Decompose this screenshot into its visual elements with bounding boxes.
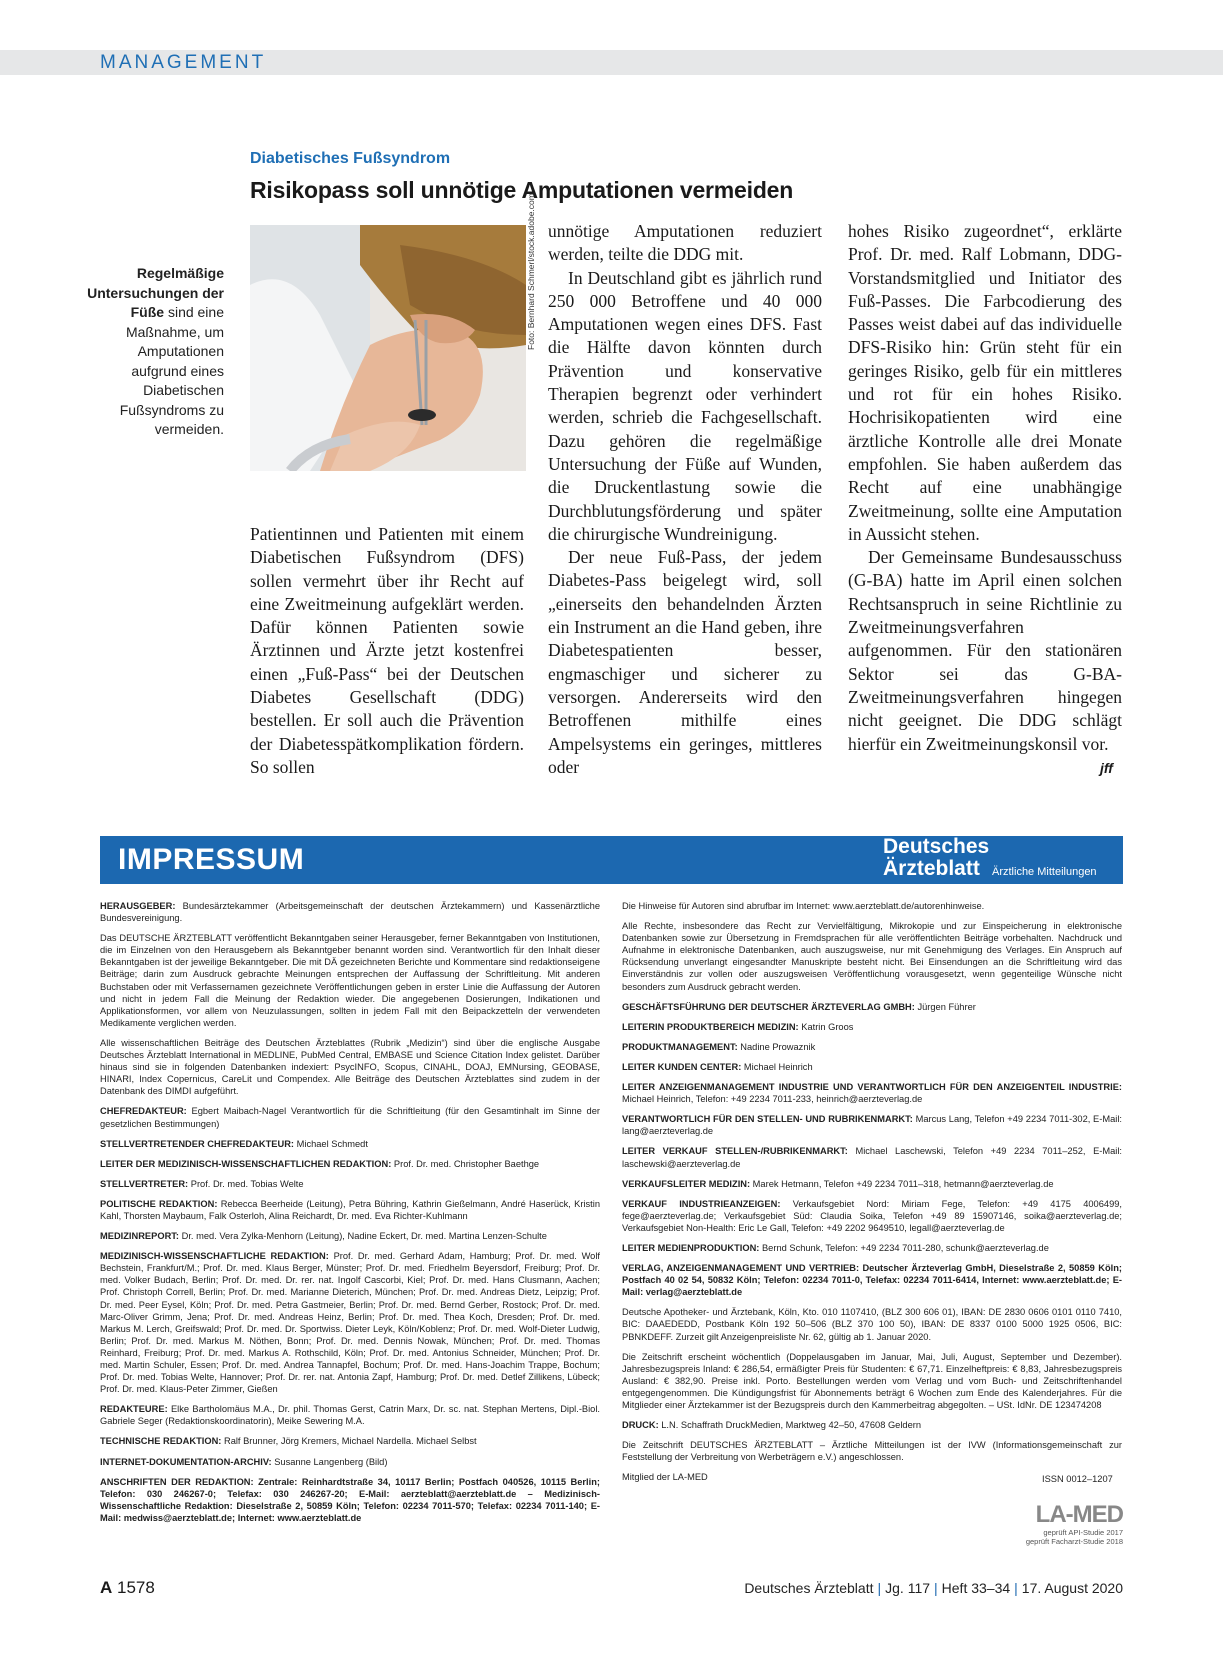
impressum-entry <box>100 1250 600 1395</box>
impressum-text: Die Zeitschrift erscheint wöchentlich (Doppelausgaben im Januar, Mai, Juli, August, September und Dezember). Jahresbezugspreis Inland: € 286,54, ermäßigter Preis für Studenten: € 67,71. Einzelheftpreis: € 8,83, Jahresbezugspreis Ausland: € 382,90. Preise inkl. Porto. Bestellungen werden vom Verlag und vom Buch- und Zeitschriftenhandel entgegengenommen. Die Kündigungsfrist für Abonnements beträgt 6 Wochen zum Ende des Kalenderjahres. Für die Mitglieder einer Ärztekammer ist der Bezugspreis durch den Kammerbeitrag abgegolten. – USt. IdNr. DE 123474208 <box>622 1351 1122 1410</box>
impressum-text: Michael Schmedt <box>294 1138 368 1149</box>
impressum-entry <box>100 1037 600 1097</box>
footer-volume: Jg. 117 <box>885 1580 931 1596</box>
impressum-entry <box>622 1113 1122 1137</box>
journal-logo-line1: Deutsches <box>883 835 990 858</box>
impressum-label: REDAKTEURE: <box>100 1404 168 1415</box>
article-kicker: Diabetisches Fußsyndrom <box>250 150 451 167</box>
impressum-text: Bernd Schunk, Telefon: +49 2234 7011-280, schunk@aerzteverlag.de <box>759 1242 1049 1253</box>
separator: | <box>1014 1580 1018 1596</box>
impressum-label: PRODUKTMANAGEMENT: <box>622 1041 738 1052</box>
impressum-text: Michael Heinrich <box>741 1061 813 1072</box>
impressum-entry <box>622 1061 1122 1073</box>
separator: | <box>934 1580 938 1596</box>
impressum-entry <box>622 1178 1122 1190</box>
footer-issue: Heft 33–34 <box>941 1580 1011 1596</box>
footer-journal: Deutsches Ärzteblatt <box>744 1580 874 1596</box>
impressum-entry <box>622 1439 1122 1463</box>
impressum-label: TECHNISCHE REDAKTION: <box>100 1436 222 1447</box>
impressum-text: Jürgen Führer <box>914 1001 976 1012</box>
impressum-text: Susanne Langenberg (Bild) <box>271 1456 388 1467</box>
impressum-entry <box>100 1158 600 1170</box>
impressum-text: Deutsche Apotheker- und Ärztebank, Köln, Kto. 010 1107410, (BLZ 300 606 01), IBAN: DE 2830 0606 0101 0110 7410, BIC: DAAEDEDD, Postbank Köln 192 50–506 (BLZ 370 100 50), IBAN: DE 8337 0100 5000 1925 0506, BIC: PBNKDEFF. Zurzeit gilt Anzeigenpreisliste Nr. 62, gültig ab 1. Januar 2020. <box>622 1307 1122 1342</box>
impressum-text: Nadine Prowaznik <box>737 1041 816 1052</box>
paragraph: Patientinnen und Patienten mit einem Diabetischen Fußsyndrom (DFS) sollen vermehrt über ihr Recht auf eine Zweitmeinung aufgeklärt werden. Dafür können Patienten sowie Ärztinnen und Ärzte jetzt kostenfrei einen „Fuß-Pass“ bei der Deutschen Diabetes Gesellschaft (DDG) bestellen. Er soll auch die Prävention der Diabetesspätkomplikation fördern. So sollen <box>250 524 524 777</box>
impressum-text: Michael Heinrich, Telefon: +49 2234 7011-233, heinrich@aerzteverlag.de <box>622 1094 923 1105</box>
impressum-label: DRUCK: <box>622 1420 659 1431</box>
impressum-text: Alle Rechte, insbesondere das Recht zur Vervielfältigung, Mikrokopie und zur Einspeicherung in elektronische Datenbanken sowie zur Übersetzung in Fremdsprachen für alle veröffentlichten Beiträge vorbehalten. Nachdruck und Aufnahme in elektronische Datenbanken, auch auszugsweise, nur mit Genehmigung des Verlages. Ein Anspruch auf Rücksendung unverlangt eingesandter Manuskripte besteht nicht. Bei Einsendungen an die Schriftleitung wird das Einverständnis zur vollen oder auszugsweisen Veröffentlichung vorausgesetzt, wenn gegenteilige Wünsche nicht besonders zum Ausdruck gebracht werden. <box>622 921 1122 992</box>
impressum-text: L.N. Schaffrath DruckMedien, Marktweg 42–50, 47608 Geldern <box>658 1420 922 1431</box>
impressum-right-column <box>622 900 1122 1491</box>
article-photo <box>250 225 526 471</box>
caption-bold: Regelmäßige Untersuchungen der Füße <box>87 265 224 320</box>
impressum-label: INTERNET-DOKUMENTATION-ARCHIV: <box>100 1456 272 1467</box>
impressum-label: GESCHÄFTSFÜHRUNG DER DEUTSCHER ÄRZTEVERLAG GMBH: <box>622 1001 915 1012</box>
impressum-text: Das DEUTSCHE ÄRZTEBLATT veröffentlicht Bekanntgaben seiner Herausgeber, ferner Bekanntgaben von Institutionen, die im Einzelnen von den Herausgebern als Bekanntgeber benannt worden sind. Verantwortlich für den Inhalt dieser Bekanntgaben ist der jeweilige Bekanntgeber. Die mit DÄ gezeichneten Berichte und Kommentare sind redaktionseigene Beiträge; darin zum Ausdruck gebrachte Meinungen entsprechen der Auffassung der Schriftleitung. Mit anderen Buchstaben oder mit Verfassernamen gezeichnete Veröffentlichungen geben in erster Linie die Auffassung der Autoren und nicht in jedem Fall die Meinung der Redaktion wieder. Die angegebenen Dosierungen, Indikationen und Applikationsformen, vor allem von Neuzulassungen, sollten in jedem Fall mit den Beipackzetteln der verwendeten Medikamente verglichen werden. <box>100 933 600 1028</box>
impressum-entry <box>100 1178 600 1190</box>
impressum-entry <box>622 1351 1122 1411</box>
impressum-text: Mitglied der LA-MED <box>622 1472 708 1483</box>
impressum-entry <box>100 1476 600 1524</box>
impressum-entry <box>622 1242 1122 1254</box>
impressum-text: Ralf Brunner, Jörg Kremers, Michael Nardella. Michael Selbst <box>221 1436 477 1447</box>
impressum-text: Die Zeitschrift DEUTSCHES ÄRZTEBLATT – Ärztliche Mitteilungen ist der IVW (Informationsgemeinschaft zur Feststellung der Verbreitung von Werbeträgern e.V.) angeschlossen. <box>622 1440 1122 1463</box>
la-med-badge <box>1020 1502 1123 1546</box>
page-prefix: A <box>100 1578 113 1597</box>
impressum-entry <box>100 1198 600 1222</box>
impressum-text: Egbert Maibach-Nagel Verantwortlich für die Schriftleitung (für den Gesamtinhalt im Sinne der gesetzlichen Bestimmungen) <box>100 1106 600 1129</box>
impressum-entry <box>100 1138 600 1150</box>
impressum-entry <box>622 1001 1122 1013</box>
impressum-text: Verkaufsgebiet Nord: Miriam Fege, Telefon: +49 4175 4006499, fege@aerzteverlag.de; Verkaufsgebiet Süd: Claudia Soika, Telefon +49 89 15907146, soika@aerzteverlag.de; Verkaufsgebiet Non-Health: Eric Le Gall, Telefon: +49 2202 9649510, legall@aerzteverlag.de <box>622 1198 1122 1233</box>
impressum-label: STELLVERTRETER: <box>100 1178 189 1189</box>
photo-credit: Foto: Bernhard Schmerl/stock.adobe.com <box>526 193 536 350</box>
impressum-label: HERAUSGEBER: <box>100 901 176 911</box>
issn: ISSN 0012–1207 <box>1042 1474 1113 1484</box>
impressum-entry <box>100 1403 600 1427</box>
impressum-entry <box>622 1198 1122 1234</box>
author-signature: jff <box>1100 760 1113 776</box>
impressum-text: Katrin Groos <box>798 1021 854 1032</box>
impressum-label: LEITER ANZEIGENMANAGEMENT INDUSTRIE UND VERANTWORTLICH FÜR DEN ANZEIGENTEIL INDUSTRIE: <box>622 1082 1122 1093</box>
journal-logo-line2: Ärzteblatt <box>883 857 980 880</box>
impressum-label: LEITER DER MEDIZINISCH-WISSENSCHAFTLICHEN REDAKTION: <box>100 1158 392 1169</box>
impressum-text: Prof. Dr. med. Gerhard Adam, Hamburg; Prof. Dr. med. Wolf Bechstein, Frankfurt/M.; Prof. Dr. med. Klaus Berger, Münster; Prof. Dr. med. Friedhelm Beyersdorf, Freiburg; Prof. Dr. med. Volker Budach, Berlin; Prof. Dr. med. Dr. rer. nat. Ingolf Cascorbi, Kiel; Prof. Dr. med. Hans Clusmann, Aachen; Prof. Christoph Correll, Berlin; Prof. Dr. med. Marianne Dieterich, München; Prof. Dr. med. Andreas Dietz, Leipzig; Prof. Dr. med. Peer Eysel, Köln; Prof. Dr. med. Petra Gastmeier, Berlin; Prof. Dr. med. Bernd Gerber, Rostock; Prof. Dr. med. Marc-Oliver Grimm, Jena; Prof. Dr. med. Andreas Heinz, Berlin; Prof. Dr. med. Thea Koch, Dresden; Prof. Dr. med. Markus M. Lerch, Greifswald; Prof. Dr. med. Dr. Sportwiss. Dieter Leyk, Köln/Koblenz; Prof. Dr. med. Wolf-Dieter Ludwig, Berlin; Prof. Dr. med. Markus M. Nöthen, Bonn; Prof. Dr. med. Dennis Nowak, München; Prof. Dr. med. Thomas Reinhard, Freiburg; Prof. Dr. med. Markus A. Rothschild, Köln; Prof. Dr. med. Antonius Schneider, München; Prof. Dr. med. Martin Schuler, Essen; Prof. Dr. med. Andrea Tannapfel, Bochum; Prof. Dr. med. Hans-Joachim Trappe, Bochum; Prof. Dr. med. Tobias Welte, Hannover; Prof. Dr. rer. nat. Antonia Zapf, Hamburg; Prof. Dr. med. Detlef Zillikens, Lübeck; Prof. Dr. med. Klaus-Peter Zimmer, Gießen <box>100 1251 600 1395</box>
page-number-value: 1578 <box>117 1578 155 1597</box>
impressum-entry <box>622 1262 1122 1298</box>
impressum-label: MEDIZINREPORT: <box>100 1231 180 1242</box>
journal-logo-subtitle: Ärztliche Mitteilungen <box>992 866 1097 878</box>
impressum-text: Dr. med. Vera Zylka-Menhorn (Leitung), Nadine Eckert, Dr. med. Martina Lenzen-Schulte <box>179 1231 547 1242</box>
paragraph: Der neue Fuß-Pass, der jedem Diabetes-Pass beigelegt wird, soll „einerseits den behandelnden Ärzten ein Instrument an die Hand geben, ihre Diabetespatienten besser, engmaschiger und sicherer zu versorgen. Andererseits wird den Betroffenen mithilfe eines Ampelsystems ein geringes, mittleres oder <box>548 547 822 777</box>
impressum-entry <box>100 932 600 1029</box>
impressum-entry <box>100 1435 600 1447</box>
article-column-3 <box>848 220 1122 756</box>
photo-caption <box>80 264 224 440</box>
article-column-1 <box>250 523 524 779</box>
impressum-label: LEITER KUNDEN CENTER: <box>622 1061 742 1072</box>
la-med-note: geprüft API-Studie 2017 <box>1043 1528 1123 1537</box>
paragraph: unnötige Amputationen reduziert werden, teilte die DDG mit. <box>548 221 822 265</box>
impressum-entry <box>622 900 1122 912</box>
impressum-text: Elke Bartholomäus M.A., Dr. phil. Thomas Gerst, Catrin Marx, Dr. sc. nat. Stephan Mertens, Dipl.-Biol. Gabriele Seger (Redaktionskoordinatorin), Meike Sewering M.A. <box>100 1404 600 1427</box>
impressum-text: Alle wissenschaftlichen Beiträge des Deutschen Ärzteblattes (Rubrik „Medizin“) sind über die englische Ausgabe Deutsches Ärzteblatt International in MEDLINE, PubMed Central, EMBASE und Science Citation Index gelistet. Darüber hinaus sind sie in folgenden Datenbanken indexiert: PsycINFO, Scopus, CINAHL, DOAJ, EMNursing, GEOBASE, HINARI, Index Copernicus, CareLit und Compendex. Alle Beiträge des Deutschen Ärzteblattes sind zudem in der Datenbank des DIMDI aufgeführt. <box>100 1037 600 1097</box>
impressum-entry <box>622 1021 1122 1033</box>
impressum-label: MEDIZINISCH-WISSENSCHAFTLICHE REDAKTION: <box>100 1251 329 1262</box>
paragraph: Der Gemeinsame Bundesausschuss (G-BA) hatte im April einen solchen Rechtsanspruch in seine Richtlinie zu Zweitmeinungsverfahren aufgenommen. Für den stationären Sektor sei das G-BA-Zweitmeinungsverfahren hingegen nicht geeignet. Die DDG schlägt hierfür ein Zweitmeinungskonsil vor. <box>848 547 1122 754</box>
impressum-entry <box>100 1105 600 1129</box>
impressum-text: Die Hinweise für Autoren sind abrufbar im Internet: www.aerzteblatt.de/autorenhinweise. <box>622 901 985 911</box>
foot-exam-photo <box>250 225 526 471</box>
impressum-label: VERKAUF INDUSTRIEANZEIGEN: <box>622 1198 781 1209</box>
article-headline: Risikopass soll unnötige Amputationen vermeiden <box>250 177 794 203</box>
impressum-text: Rebecca Beerheide (Leitung), Petra Bühring, Kathrin Gießelmann, André Haserück, Kristin Kahl, Thorsten Maybaum, Falk Osterloh, Alina Reichardt, Dr. med. Eva Richter-Kuhlmann <box>100 1198 600 1221</box>
impressum-label: LEITER MEDIENPRODUKTION: <box>622 1242 760 1253</box>
impressum-entry <box>622 1419 1122 1431</box>
impressum-label: ANSCHRIFTEN DER REDAKTION: Zentrale: Reinhardtstraße 34, 10117 Berlin; Postfach 040526, 10115 Berlin; Telefon: 030 246267-0; Telefax: 030 246267-20; E-Mail: aerzteblatt@aerzteblatt.de – Medizinisch-Wissenschaftliche Redaktion: Dieselstraße 2, 50859 Köln; Telefon: 02234 7011-570; Telefax: 02234 7011-140; E-Mail: medwiss@aerzteblatt.de; Internet: www.aerzteblatt.de <box>100 1476 600 1523</box>
impressum-label: STELLVERTRETENDER CHEFREDAKTEUR: <box>100 1138 295 1149</box>
impressum-entry <box>622 1145 1122 1169</box>
impressum-text: Marcus Lang, Telefon +49 2234 7011-302, E-Mail: lang@aerzteverlag.de <box>622 1114 1122 1137</box>
section-label: MANAGEMENT <box>100 52 267 73</box>
footer-citation <box>744 1580 1123 1596</box>
article-column-2 <box>548 220 822 779</box>
la-med-logo: LA-MED <box>1035 1501 1123 1528</box>
paragraph: hohes Risiko zugeordnet“, erklärte Prof. Dr. med. Ralf Lobmann, DDG-Vorstandsmitglied und Initiator des Fuß-Passes. Die Farbcodierung des Passes weist dabei auf das individuelle DFS-Risiko hin: Grün steht für ein geringes Risiko, gelb für ein mittleres und rot für ein hohes Risiko. Hochrisikopatienten wird eine ärztliche Kontrolle alle drei Monate empfohlen. Sie haben außerdem das Recht auf eine unabhängige Zweitmeinung, sollte eine Amputation in Aussicht stehen. <box>848 221 1122 544</box>
footer-date: 17. August 2020 <box>1021 1580 1123 1596</box>
paragraph: In Deutschland gibt es jährlich rund 250 000 Betroffene und 40 000 Amputationen wegen eines DFS. Fast die Hälfte davon könnten durch Prävention und konservative Therapien begrenzt oder verhindert werden, schrieb die Fachgesellschaft. Dazu gehören die regelmäßige Untersuchung der Füße auf Wunden, die Druckentlastung sowie die Durchblutungsförderung und später die chirurgische Wundreinigung. <box>548 267 822 544</box>
impressum-entry <box>622 1041 1122 1053</box>
impressum-entry <box>622 920 1122 993</box>
caption-text: sind eine Maßnahme, um Amputationen aufgrund eines Diabetischen Fußsyndroms zu vermeiden. <box>119 304 224 437</box>
impressum-entry <box>622 1081 1122 1105</box>
impressum-text: Bundesärztekammer (Arbeitsgemeinschaft der deutschen Ärztekammern) und Kassenärztliche Bundesvereinigung. <box>100 901 600 924</box>
impressum-label: VERLAG, ANZEIGENMANAGEMENT UND VERTRIEB: Deutscher Ärzteverlag GmbH, Dieselstraße 2, 50859 Köln; Postfach 40 02 54, 50832 Köln; Telefon: 02234 7011-0, Telefax: 02234 7011-6414, Internet: www.aerzteblatt.de; E-Mail: verlag@aerzteblatt.de <box>622 1263 1122 1298</box>
page-number <box>100 1578 155 1598</box>
impressum-text: Michael Laschewski, Telefon +49 2234 7011–252, E-Mail: laschewski@aerzteverlag.de <box>622 1146 1123 1169</box>
la-med-note: geprüft Facharzt-Studie 2018 <box>1025 1537 1123 1546</box>
impressum-label: VERKAUFSLEITER MEDIZIN: <box>622 1178 751 1189</box>
impressum-title: IMPRESSUM <box>118 843 305 876</box>
impressum-label: CHEFREDAKTEUR: <box>100 1106 187 1117</box>
impressum-entry <box>100 1456 600 1468</box>
impressum-entry <box>100 900 600 924</box>
impressum-left-column <box>100 900 600 1532</box>
impressum-label: LEITERIN PRODUKTBEREICH MEDIZIN: <box>622 1021 799 1032</box>
separator: | <box>877 1580 882 1596</box>
impressum-entry <box>100 1230 600 1242</box>
impressum-text: Prof. Dr. med. Christopher Baethge <box>391 1158 540 1169</box>
impressum-entry <box>622 1306 1122 1342</box>
impressum-label: LEITER VERKAUF STELLEN-/RUBRIKENMARKT: <box>622 1146 848 1157</box>
impressum-text: Marek Hetmann, Telefon +49 2234 7011–318, hetmann@aerzteverlag.de <box>750 1178 1054 1189</box>
impressum-label: VERANTWORTLICH FÜR DEN STELLEN- UND RUBRIKENMARKT: <box>622 1114 913 1125</box>
impressum-label: POLITISCHE REDAKTION: <box>100 1198 218 1209</box>
impressum-text: Prof. Dr. med. Tobias Welte <box>188 1178 304 1189</box>
